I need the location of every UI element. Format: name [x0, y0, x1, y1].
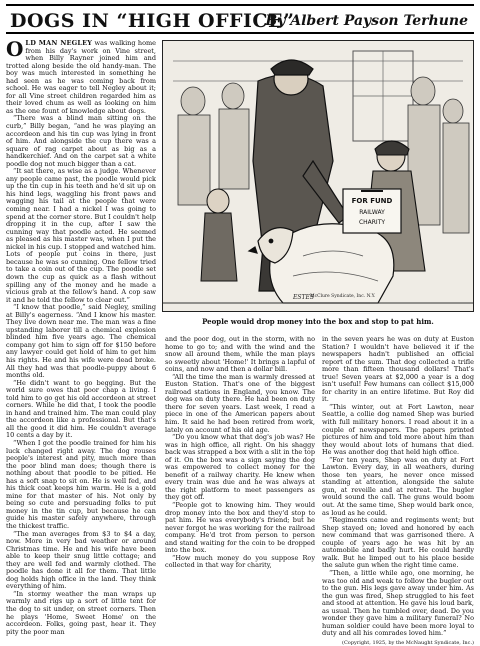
paragraph: “How much money do you suppose Roy collected in that way for charity,	[165, 553, 315, 570]
drop-cap: O	[6, 40, 24, 61]
paragraph: and the poor dog, out in the storm, with no home to go to; and with the wind and the snow all around them, while the man plays so sweetly about 'Home!' It brings a lapful of coins, and now and then a dollar bill.	[165, 336, 315, 374]
opening-paragraph	[6, 40, 156, 115]
article-headline: DOGS IN “HIGH OFFICE”	[10, 10, 295, 32]
box-sign-line-2: RAILWAY	[359, 209, 385, 216]
paragraph: “In stormy weather the man wraps up warmly and rigs up a sort of little tent for the dog to sit under, on street corners. Then he plays 'Home, Sweet Home' on the accordeon. Folks, going past, hear it. They pity the poor man	[6, 589, 156, 636]
illustration-drawing	[163, 41, 473, 311]
text-column-2	[165, 336, 315, 640]
paragraph: “Regiments came and regiments went; but Shep stayed on; loved and honored by each new command that was garrisoned there. A couple of years ago he was hit by an automobile and badly hurt. He could hardly walk. But he limped out to his place beside the salute gun when the right time came.	[322, 516, 474, 570]
text-column-3	[322, 336, 474, 640]
lead-in: LD MAN NEGLEY	[25, 40, 93, 47]
article-byline: By Albert Payson Terhune	[265, 13, 468, 29]
text-column-1	[6, 40, 156, 640]
illustration-credit: McClure Syndicate, Inc. N.Y.	[310, 294, 376, 299]
paragraph: “Then, a little while ago, one morning, he was too old and weak to follow the bugler out to the gun. His legs gave away under him. As the gun was fired, Shep struggled to his feet and stood at attention. He gave his loud bark, as usual. Then he tumbled over, dead. Do you wonder they gave him a military funeral? No human soldier could have been more loyal to duty and all his comrades loved him.”	[322, 568, 474, 638]
paragraph: “The man averages from $3 to $4 a day, now. More in very bad weather or around Christmas time. He and his wife have been able to keep their snug little cottage; and they are well fed and warmly clothed. The poodle has done it all for them. That little dog holds high office in the land. They think everything of him.	[6, 529, 156, 591]
illustration-caption: People would drop money into the box and stop to pat him.	[202, 317, 434, 326]
paragraph: “When I got the poodle trained for him his luck changed right away. The dog rouses people's interest and pity, much more than the poor blind man does; though there is nothing about that poodle to be pitied. He has a soft snap to sit on. He is well fed, and his thick coat keeps him warm. He is a gold mine for that master of his. Not only by being so cute and persuading folks to put money in the tin cup, but because he can guide his master safely anywhere, through the thickest traffic.	[6, 438, 156, 530]
artist-signature: ESTES	[293, 294, 314, 301]
paragraph: in the seven years he was on duty at Euston Station? I wouldn't have believed it if the newspapers hadn't published an official report of the sum. That dog collected a trifle more than fifteen thousand dollars! That's true! Seven years at $2,000 a year is a dog isn't useful! Few humans can collect $15,000 for charity in an entire lifetime. But Roy did it.	[322, 336, 474, 404]
paragraph: “For ten years, Shep was on duty at Fort Lawton. Every day, in all weathers, during those ten years, he never once missed standing at attention, alongside the salute gun, at reveille and at retreat. The bugler would sound the call. The guns would boom out. At the same time, Shep would bark once, as loud as he could.	[322, 455, 474, 517]
copyright-notice: (Copyright, 1925, by the McNaught Syndicate, Inc.)	[342, 640, 474, 646]
article-illustration	[162, 40, 474, 312]
paragraph: “This winter, out at Fort Lawton, near Seattle, a collie dog named Shep was buried with full military honors. I read about it in a couple of newspapers. The papers printed pictures of him and told more about him than they would about lots of humans that died. He was another dog that held high office.	[322, 402, 474, 457]
paragraph: “All the time the man is warmly dressed at Euston Station. That's one of the biggest railroad stations in England, you know. The dog was on duty there. He had been on duty there for seven years. Last week, I read a piece in one of the American papers about him. It said he had been retired from work, lately on account of his old age.	[165, 372, 315, 434]
box-sign-line-1: FOR FUND	[351, 197, 393, 205]
box-sign-line-3: CHARITY	[358, 219, 386, 226]
paragraph: “I know that poodle,” said Negley, smiling at Billy's eagerness. “And I know his master. They live down near me. The man was a fine upstanding laborer till a chemical explosion blinded him five years ago. The chemical company got him to sign off for $150 before any lawyer could get hold of him to get him his rights. He and his wife were dead broke. All they had was that poodle-puppy about 6 months old.	[6, 303, 156, 380]
paragraph: “There was a blind man sitting on the curb,” Billy began, “and he was playing an accordeon and his tin cup was lying in front of him. And alongside the cup there was a square of rag carpet about as big as a handkerchief. And on the carpet sat a white poodle dog not much bigger than a cat.	[6, 114, 156, 168]
paragraph: “People got to knowing him. They would drop money into the box and they'd stop to pat him. He was everybody's friend; but he never forgot he was working for the railroad company. He'd trot from person to person and stand waiting for the coin to be dropped into the box.	[165, 501, 315, 555]
article-masthead	[6, 4, 474, 34]
paragraph-text: was walking home from his day's work on Vine street, when Billy Rayner joined him and trotted along beside the old handy-man. The boy was much interested in something he had seen as he was coming back from school. He was eager to tell Negley about it; for all Vine street children regarded him as their loved chum as well as looking on him as the one fount of knowledge about dogs.	[6, 40, 156, 115]
paragraph: “He didn't want to go begging. But the world sure owes that poor chap a living. I told him to go get his old accordeon at street corners. While he did that, I took the poodle in hand and trained him. The man could play the accordeon like a professional. But that's all the good it did him. He couldn't average 10 cents a day by it.	[6, 378, 156, 440]
paragraph: “Do you know what that dog's job was? He was in high office, all right. On his shaggy back was strapped a box with a slit in the top of it. On the box was a sign saying the dog was empowered to collect money for the benefit of a railway charity. He knew when every train was due and he was always at the right platform to meet passengers as they got off.	[165, 433, 315, 502]
paragraph: “It sat there, as wise as a judge. Whenever any people came past, the poodle would pick up the tin cup in his teeth and he'd sit up on his hind legs, waggling his front paws and wagging his tail at the people that were coming near. I had a nickel I was going to spend at the corner store. But I couldn't help dropping it in the cup, after I saw the cunning way that poodle acted. He seemed as pleased as his master was, when I put the nickel in his cup. I stopped and watched him. Lots of people put coins in there, just because he was so cunning. One fellow tried to take a coin out of the cup. The poodle set down the cup as quick as a flash without spilling any of the money and he made a vicious grab at the fellow's hand. A cop saw it and he told the fellow to clear out.”	[6, 167, 156, 304]
